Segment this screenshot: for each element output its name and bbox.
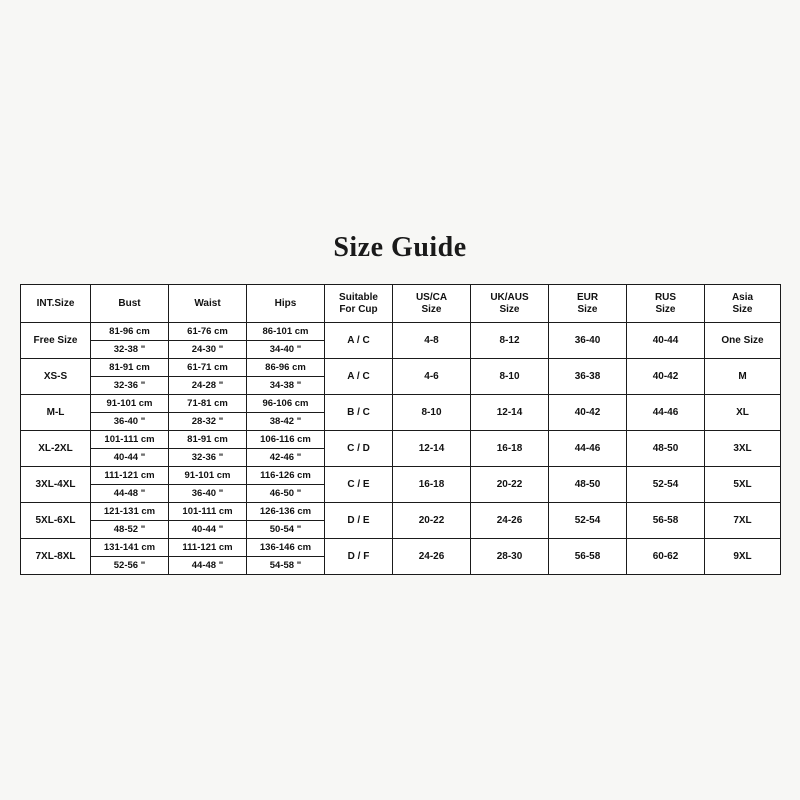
cell-waist <box>169 539 247 575</box>
cell-hips-in: 34-40 " <box>269 344 302 355</box>
table-row <box>21 431 781 467</box>
cell-asia: M <box>705 359 781 395</box>
cell-cup: B / C <box>325 395 393 431</box>
cell-hips-in: 50-54 " <box>269 524 302 535</box>
cell-asia: 3XL <box>705 431 781 467</box>
cell-hips-in: 38-42 " <box>269 416 302 427</box>
cell-bust-cm: 111-121 cm <box>91 467 168 485</box>
column-header-rus-line2: Size <box>655 303 676 315</box>
cell-waist <box>169 359 247 395</box>
cell-rus: 56-58 <box>627 503 705 539</box>
cell-eur: 40-42 <box>549 395 627 431</box>
page-title: Size Guide <box>333 232 467 263</box>
cell-ukaus: 28-30 <box>471 539 549 575</box>
cell-waist-in: 24-30 " <box>191 344 224 355</box>
cell-cup: D / E <box>325 503 393 539</box>
cell-bust <box>91 359 169 395</box>
cell-hips <box>247 395 325 431</box>
column-header-eur-line2: Size <box>577 303 598 315</box>
cell-int-size: 5XL-6XL <box>21 503 91 539</box>
cell-hips <box>247 467 325 503</box>
cell-eur: 52-54 <box>549 503 627 539</box>
column-header-int-size: INT.Size <box>21 285 91 323</box>
cell-hips-in: 46-50 " <box>269 488 302 499</box>
cell-waist-cm: 61-71 cm <box>169 359 246 377</box>
size-guide-table-container <box>20 284 780 575</box>
cell-eur: 56-58 <box>549 539 627 575</box>
cell-waist <box>169 503 247 539</box>
cell-waist-in: 32-36 " <box>191 452 224 463</box>
column-header-usca-line2: Size <box>421 303 442 315</box>
cell-bust-cm: 131-141 cm <box>91 539 168 557</box>
cell-hips <box>247 539 325 575</box>
cell-hips-in: 34-38 " <box>269 380 302 391</box>
cell-usca: 4-6 <box>393 359 471 395</box>
cell-hips-cm: 116-126 cm <box>247 467 324 485</box>
cell-hips-cm: 86-101 cm <box>247 323 324 341</box>
cell-waist-in: 36-40 " <box>191 488 224 499</box>
cell-ukaus: 8-10 <box>471 359 549 395</box>
cell-cup: A / C <box>325 359 393 395</box>
column-header-cup-line2: For Cup <box>339 303 378 315</box>
cell-waist <box>169 323 247 359</box>
column-header-ukaus-line1: UK/AUS <box>490 292 529 303</box>
cell-bust-cm: 81-91 cm <box>91 359 168 377</box>
cell-hips-cm: 106-116 cm <box>247 431 324 449</box>
cell-usca: 8-10 <box>393 395 471 431</box>
cell-bust <box>91 467 169 503</box>
cell-hips-in: 42-46 " <box>269 452 302 463</box>
table-row <box>21 395 781 431</box>
cell-waist-in: 40-44 " <box>191 524 224 535</box>
cell-hips-cm: 136-146 cm <box>247 539 324 557</box>
column-header-bust: Bust <box>91 285 169 323</box>
table-row <box>21 359 781 395</box>
cell-bust-cm: 81-96 cm <box>91 323 168 341</box>
cell-hips <box>247 359 325 395</box>
cell-usca: 12-14 <box>393 431 471 467</box>
column-header-asia-line2: Size <box>732 303 753 315</box>
cell-eur: 48-50 <box>549 467 627 503</box>
column-header-asia-size <box>705 285 781 323</box>
column-header-eur-line1: EUR <box>576 292 599 303</box>
column-header-ukaus-line2: Size <box>499 303 520 315</box>
cell-int-size: 3XL-4XL <box>21 467 91 503</box>
cell-bust <box>91 539 169 575</box>
cell-int-size: XL-2XL <box>21 431 91 467</box>
cell-hips-cm: 86-96 cm <box>247 359 324 377</box>
column-header-rus-line1: RUS <box>654 292 677 303</box>
size-guide-table <box>20 284 781 575</box>
cell-rus: 52-54 <box>627 467 705 503</box>
cell-bust <box>91 431 169 467</box>
cell-cup: A / C <box>325 323 393 359</box>
cell-bust-in: 52-56 " <box>113 560 146 571</box>
cell-bust-in: 40-44 " <box>113 452 146 463</box>
cell-cup: D / F <box>325 539 393 575</box>
cell-usca: 16-18 <box>393 467 471 503</box>
cell-cup: C / D <box>325 431 393 467</box>
cell-bust-cm: 121-131 cm <box>91 503 168 521</box>
cell-asia: 9XL <box>705 539 781 575</box>
cell-waist <box>169 395 247 431</box>
cell-bust-in: 32-36 " <box>113 380 146 391</box>
column-header-suitable-for-cup <box>325 285 393 323</box>
column-header-rus-size <box>627 285 705 323</box>
column-header-hips: Hips <box>247 285 325 323</box>
column-header-cup-line1: Suitable <box>339 292 378 303</box>
cell-asia: One Size <box>705 323 781 359</box>
table-row <box>21 503 781 539</box>
cell-waist-cm: 71-81 cm <box>169 395 246 413</box>
cell-rus: 48-50 <box>627 431 705 467</box>
cell-waist-in: 28-32 " <box>191 416 224 427</box>
cell-bust-cm: 91-101 cm <box>91 395 168 413</box>
cell-waist-cm: 101-111 cm <box>169 503 246 521</box>
cell-waist-cm: 111-121 cm <box>169 539 246 557</box>
column-header-asia-line1: Asia <box>731 292 754 303</box>
cell-bust <box>91 503 169 539</box>
cell-asia: XL <box>705 395 781 431</box>
cell-hips-in: 54-58 " <box>269 560 302 571</box>
cell-hips-cm: 126-136 cm <box>247 503 324 521</box>
cell-bust-in: 44-48 " <box>113 488 146 499</box>
cell-hips <box>247 323 325 359</box>
column-header-eur-size <box>549 285 627 323</box>
cell-int-size: M-L <box>21 395 91 431</box>
cell-ukaus: 24-26 <box>471 503 549 539</box>
cell-waist-in: 44-48 " <box>191 560 224 571</box>
cell-hips <box>247 503 325 539</box>
cell-rus: 40-42 <box>627 359 705 395</box>
cell-int-size: Free Size <box>21 323 91 359</box>
column-header-us-ca-size <box>393 285 471 323</box>
table-row <box>21 539 781 575</box>
cell-asia: 5XL <box>705 467 781 503</box>
cell-rus: 40-44 <box>627 323 705 359</box>
cell-ukaus: 16-18 <box>471 431 549 467</box>
table-header-row <box>21 285 781 323</box>
cell-usca: 20-22 <box>393 503 471 539</box>
cell-usca: 24-26 <box>393 539 471 575</box>
cell-waist <box>169 467 247 503</box>
cell-bust <box>91 395 169 431</box>
cell-eur: 44-46 <box>549 431 627 467</box>
cell-ukaus: 12-14 <box>471 395 549 431</box>
table-row <box>21 467 781 503</box>
cell-waist-cm: 61-76 cm <box>169 323 246 341</box>
cell-int-size: 7XL-8XL <box>21 539 91 575</box>
cell-waist <box>169 431 247 467</box>
cell-bust-in: 32-38 " <box>113 344 146 355</box>
cell-rus: 44-46 <box>627 395 705 431</box>
column-header-usca-line1: US/CA <box>415 292 448 303</box>
cell-ukaus: 8-12 <box>471 323 549 359</box>
cell-bust-in: 36-40 " <box>113 416 146 427</box>
cell-bust-cm: 101-111 cm <box>91 431 168 449</box>
column-header-uk-aus-size <box>471 285 549 323</box>
column-header-waist: Waist <box>169 285 247 323</box>
cell-rus: 60-62 <box>627 539 705 575</box>
cell-bust <box>91 323 169 359</box>
cell-ukaus: 20-22 <box>471 467 549 503</box>
cell-eur: 36-40 <box>549 323 627 359</box>
cell-waist-cm: 91-101 cm <box>169 467 246 485</box>
cell-eur: 36-38 <box>549 359 627 395</box>
cell-waist-in: 24-28 " <box>191 380 224 391</box>
cell-hips-cm: 96-106 cm <box>247 395 324 413</box>
cell-usca: 4-8 <box>393 323 471 359</box>
cell-bust-in: 48-52 " <box>113 524 146 535</box>
cell-hips <box>247 431 325 467</box>
table-row <box>21 323 781 359</box>
cell-asia: 7XL <box>705 503 781 539</box>
cell-waist-cm: 81-91 cm <box>169 431 246 449</box>
cell-cup: C / E <box>325 467 393 503</box>
cell-int-size: XS-S <box>21 359 91 395</box>
